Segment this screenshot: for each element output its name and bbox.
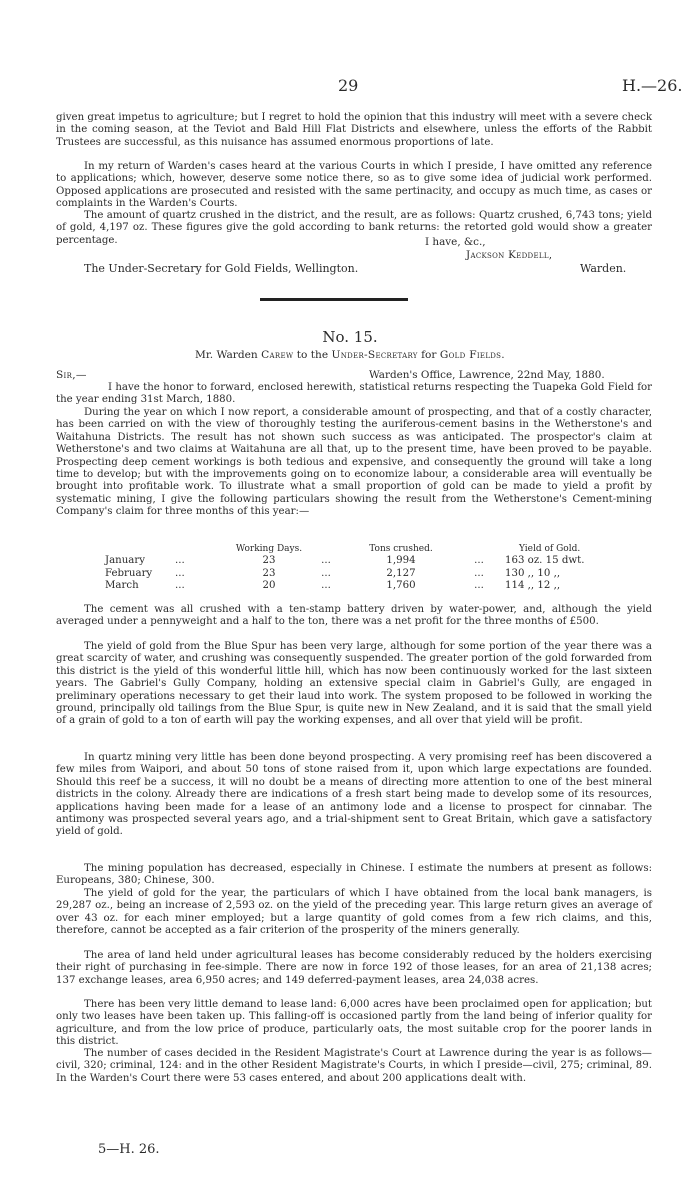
signatory-name: Jackson Keddell, (466, 249, 553, 261)
signatory-title: Warden. (580, 262, 627, 275)
row-leader: ... (474, 555, 484, 567)
closing-phrase: I have, &c., (425, 236, 486, 248)
heading-prefix: Mr. Warden (195, 349, 258, 361)
letter-paragraph-3: The cement was all crushed with a ten-stamp battery driven by water-power, and, although the yield averaged under a pennyweight and a half to the ton, there was a net profit for the three months of £500. (56, 604, 652, 628)
heading-department: Gold Fields. (439, 349, 505, 361)
row-tons-crushed: 2,127 (386, 567, 416, 579)
letter-paragraph-8: The area of land held under agricultural leases has become considerably reduced by the holders exercising their right of purchasing in fee-simple. There are now in force 192 of those leases, for an area of 21,138 acres; 137 exchange leases, area 6,950 acres; and 149 deferred-payment leases, area 24,038 acres. (56, 950, 652, 986)
row-yield: 114 ,, 12 ,, (505, 580, 561, 592)
prev-letter-paragraph-2: In my return of Warden's cases heard at the various Courts in which I preside, I have omitted any reference to applications; which, however, deserve some notice there, so as to give some idea of judicial work performed. Opposed applications are prosecuted and resisted with the same pertinacity, and occupy as much time, as cases or complaints in the Warden's Courts. (56, 161, 652, 210)
addressee-line: The Under-Secretary for Gold Fields, Wellington. (84, 262, 359, 275)
table-header-row (105, 543, 629, 555)
letter-paragraph-2: During the year on which I now report, a considerable amount of prospecting, and that of a costly character, has been carried on with the view of thoroughly testing the auriferous-cement basins in the Wetherstone's and Waitahuna Districts. The result has not shown such success as was anticipated. The prospector's claim at Wetherstone's and two claims at Waitahuna are all that, up to the present time, have been proved to be payable. Prospecting deep cement workings is both tedious and expensive, and consequently the ground will take a long time to develop; but with the improvements going on to economize labour, a considerable area will eventually be brought into profitable work. To illustrate what a small proportion of gold can be made to yield a profit by systematic mining, I give the following particulars showing the result from the Wetherstone's Cement-mining Company's claim for three months of this year:— (56, 407, 652, 518)
document-reference: H.—26. (622, 76, 683, 95)
prev-letter-paragraph-3: The amount of quartz crushed in the district, and the result, are as follows: Quartz crushed, 6,743 tons; yield of gold, 4,197 oz. These figures give the gold according to bank returns: the retorted gold would show a greater percentage. (56, 210, 652, 246)
heading-recipient: Under-Secretary (331, 349, 418, 361)
letter-paragraph-5: In quartz mining very little has been done beyond prospecting. A very promising reef has been discovered a few miles from Waipori, and about 50 tons of stone raised from it, upon which large expectations are founded. Should this reef be a success, it will no doubt be a means of directing more attention to one of the best mineral districts in the colony. Already there are indications of a fresh start being made to develop some of its resources, applications having been made for a lease of an antimony lode and a license to prospect for cinnabar. The antimony was prospected several years ago, and a trial-shipment sent to Great Britain, which gave a satisfactory yield of gold. (56, 752, 652, 838)
heading-for: for (421, 349, 437, 361)
signature-mark: 5—H. 26. (98, 1142, 160, 1157)
row-leader: ... (321, 580, 331, 592)
row-leader: ... (474, 567, 484, 579)
row-leader: ... (474, 580, 484, 592)
header-working-days: Working Days. (235, 544, 303, 554)
section-divider (260, 298, 408, 301)
row-working-days: 20 (262, 580, 276, 592)
row-tons-crushed: 1,760 (386, 580, 416, 592)
row-tons-crushed: 1,994 (386, 555, 416, 567)
letter-paragraph-7: The yield of gold for the year, the particulars of which I have obtained from the local bank managers, is 29,287 oz., being an increase of 2,593 oz. on the yield of the preceding year. This large return gives an average of over 43 oz. for each miner employed; but a large quantity of gold comes from a few rich claims, and this, therefore, cannot be accepted as a fair criterion of the prosperity of the miners generally. (56, 888, 652, 937)
letter-paragraph-4: The yield of gold from the Blue Spur has been very large, although for some portion of the year there was a great scarcity of water, and crushing was consequently suspended. The greater portion of the gold forwarded from this district is the yield of this wonderful little hill, which has now been continuously worked for the last sixteen years. The Gabriel's Gully Company, holding an extensive special claim in Gabriel's Gully, are engaged in preliminary operations necessary to get their laud into work. The system proposed to be followed in working the ground, principally old tailings from the Blue Spur, is quite new in New Zealand, and it is said that the small yield of a grain of gold to a ton of earth will pay the working expenses, and all over that yield will be profit. (56, 641, 652, 727)
heading-to: to the (296, 349, 329, 361)
header-yield-of-gold: Yield of Gold. (519, 544, 581, 554)
letter-number: No. 15. (322, 328, 378, 346)
cement-mining-table (105, 543, 629, 593)
table-row (105, 555, 629, 567)
row-leader: ... (175, 555, 185, 567)
prev-letter-paragraph-1: given great impetus to agriculture; but I regret to hold the opinion that this industry will meet with a severe check in the coming season, at the Teviot and Bald Hill Flat Districts and elsewhere, unless the efforts of the Rabbit Trustees are successful, as this nuisance has assumed enormous proportions of late. (56, 112, 652, 148)
row-leader: ... (321, 567, 331, 579)
letter-paragraph-6: The mining population has decreased, especially in Chinese. I estimate the numbers at present as follows: Europeans, 380; Chinese, 300. (56, 863, 652, 887)
row-yield: 163 oz. 15 dwt. (505, 555, 585, 567)
letter-heading (0, 349, 700, 361)
row-month: March (105, 580, 139, 592)
row-working-days: 23 (262, 555, 276, 567)
heading-sender: Carew (261, 349, 294, 361)
row-month: February (105, 567, 153, 579)
header-tons-crushed: Tons crushed. (369, 544, 433, 554)
row-month: January (105, 555, 145, 567)
letter-paragraph-10: The number of cases decided in the Resident Magistrate's Court at Lawrence during the year is as follows—civil, 320; criminal, 124: and in the other Resident Magistrate's Courts, in which I preside—civil, 275; criminal, 89. In the Warden's Court there were 53 cases entered, and about 200 applications dealt with. (56, 1048, 652, 1084)
row-leader: ... (175, 567, 185, 579)
page-number: 29 (338, 76, 359, 95)
letter-paragraph-1: I have the honor to forward, enclosed herewith, statistical returns respecting the Tuapeka Gold Field for the year ending 31st March, 1880. (56, 382, 652, 406)
row-yield: 130 ,, 10 ,, (505, 567, 561, 579)
row-working-days: 23 (262, 567, 276, 579)
letter-paragraph-9: There has been very little demand to lease land: 6,000 acres have been proclaimed open for application; but only two leases have been taken up. This falling-off is occasioned partly from the land being of inferior quality for agriculture, and from the low price of produce, particularly oats, the most suitable crop for the poorer lands in this district. (56, 999, 652, 1048)
address-date: Warden's Office, Lawrence, 22nd May, 1880. (369, 369, 605, 381)
salutation: Sir,— (56, 369, 87, 381)
row-leader: ... (321, 555, 331, 567)
row-leader: ... (175, 580, 185, 592)
table-row (105, 580, 629, 592)
table-row (105, 568, 629, 580)
